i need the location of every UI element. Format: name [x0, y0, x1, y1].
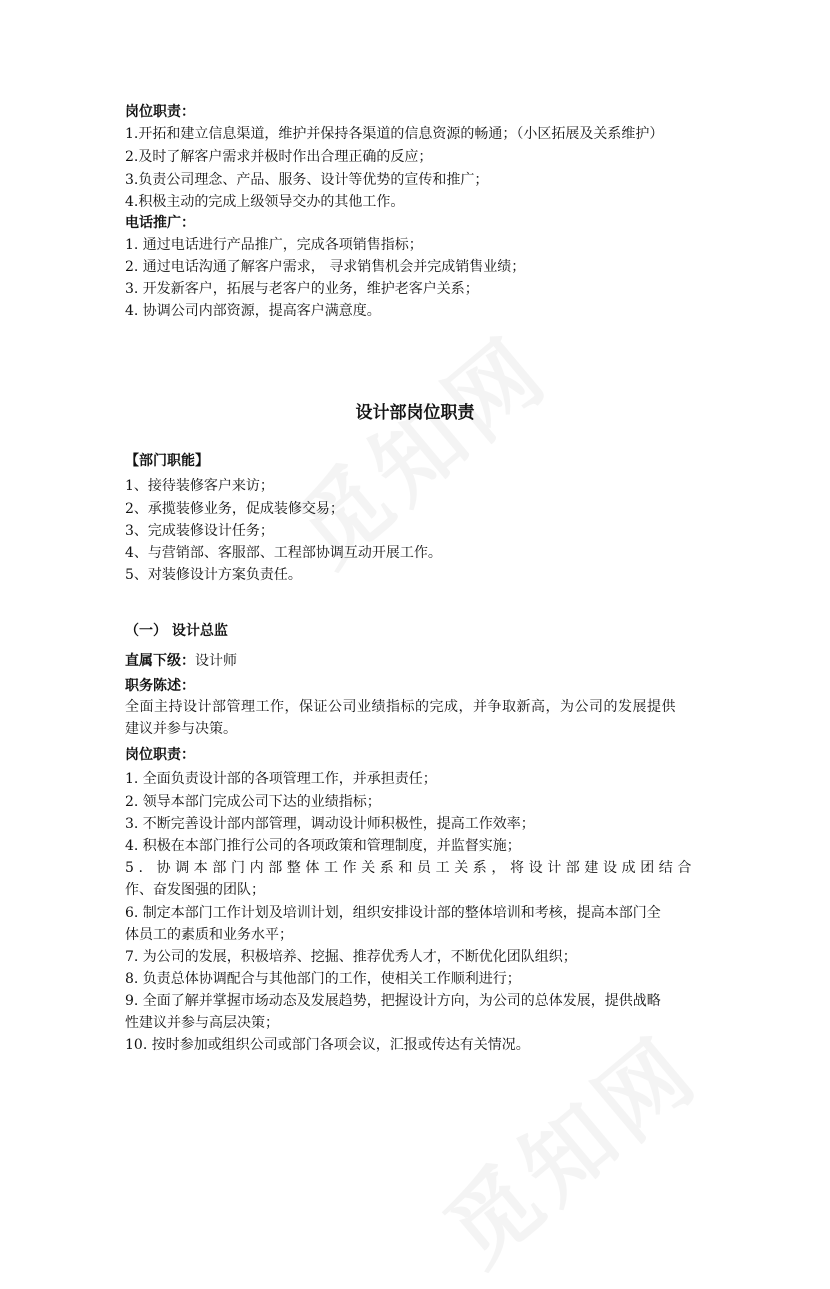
director-heading: （一） 设计总监	[125, 623, 228, 639]
list-item: 1. 全面负责设计部的各项管理工作，并承担责任；	[125, 771, 437, 787]
section-heading-phone: 电话推广：	[125, 215, 195, 231]
list-item: 3.负责公司理念、产品、服务、设计等优势的宣传和推广；	[125, 172, 489, 188]
list-item: 4. 积极在本部门推行公司的各项政策和管理制度，并监督实施；	[125, 838, 521, 854]
section-heading-duties: 岗位职责：	[125, 104, 195, 120]
subordinate-line	[125, 651, 237, 671]
list-item: 1. 通过电话进行产品推广，完成各项销售指标；	[125, 237, 423, 253]
list-item: 8. 负责总体协调配合与其他部门的工作，使相关工作顺利进行；	[125, 971, 521, 987]
list-item: 3. 开发新客户，拓展与老客户的业务，维护老客户关系；	[125, 281, 479, 297]
list-item: 9. 全面了解并掌握市场动态及发展趋势，把握设计方向，为公司的总体发展，提供战略	[125, 993, 661, 1009]
list-item: 6. 制定本部门工作计划及培训计划，组织安排设计部的整体培训和考核，提高本部门全	[125, 905, 661, 921]
list-item: 3. 不断完善设计部内部管理，调动设计师积极性，提高工作效率；	[125, 816, 535, 832]
description-text: 建议并参与决策。	[125, 721, 237, 737]
subordinate-value: 设计师	[195, 653, 237, 669]
page-title: 设计部岗位职责	[355, 403, 475, 423]
list-item: 1、接待装修客户来访；	[125, 478, 274, 494]
list-item: 5. 协调本部门内部整体工作关系和员工关系，将设计部建设成团结合	[125, 860, 697, 876]
list-item: 10. 按时参加或组织公司或部门各项会议，汇报或传达有关情况。	[125, 1037, 530, 1053]
description-label: 职务陈述：	[125, 678, 195, 694]
list-item: 2、承揽装修业务，促成装修交易；	[125, 501, 344, 517]
list-item: 7. 为公司的发展，积极培养、挖掘、推荐优秀人才，不断优化团队组织；	[125, 949, 577, 965]
list-item: 3、完成装修设计任务；	[125, 523, 274, 539]
list-item: 5、对装修设计方案负责任。	[125, 567, 302, 583]
list-item: 作、奋发图强的团队；	[125, 882, 265, 898]
list-item: 2. 通过电话沟通了解客户需求， 寻求销售机会并完成销售业绩；	[125, 259, 526, 275]
dept-function-heading: 【部门职能】	[125, 453, 209, 469]
list-item: 4.积极主动的完成上级领导交办的其他工作。	[125, 194, 405, 210]
duty-label: 岗位职责：	[125, 747, 195, 763]
list-item: 1.开拓和建立信息渠道，维护并保持各渠道的信息资源的畅通；（小区拓展及关系维护）	[125, 126, 664, 142]
list-item: 4、与营销部、客服部、工程部协调互动开展工作。	[125, 545, 442, 561]
list-item: 2.及时了解客户需求并极时作出合理正确的反应；	[125, 149, 433, 165]
description-text: 全面主持设计部管理工作，保证公司业绩指标的完成，并争取新高，为公司的发展提供	[125, 699, 676, 715]
list-item: 体员工的素质和业务水平；	[125, 927, 293, 943]
list-item: 性建议并参与高层决策；	[125, 1015, 279, 1031]
list-item: 4. 协调公司内部资源，提高客户满意度。	[125, 303, 381, 319]
list-item: 2. 领导本部门完成公司下达的业绩指标；	[125, 794, 381, 810]
subordinate-label: 直属下级：	[125, 653, 195, 669]
